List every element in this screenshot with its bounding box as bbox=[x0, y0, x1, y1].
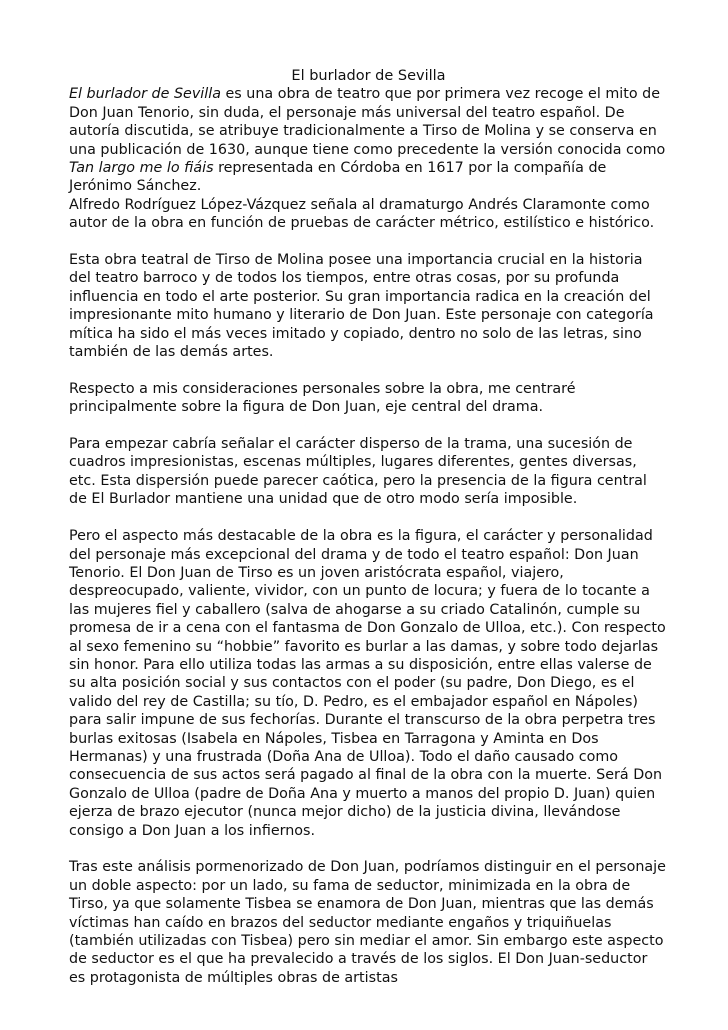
body-paragraph: Respecto a mis consideraciones personales sobre la obra, me centraré principalmente sobre la figura de Don Juan, eje central del drama. bbox=[69, 380, 576, 416]
body-paragraph: Pero el aspecto más destacable de la obra es la figura, el carácter y personalidad del personaje más excepcional del drama y de todo el teatro español: Don Juan Tenorio. El Don Juan de Tirso es un joven aristócrata español, viajero, despreocupado, valiente, vividor, con un punto de locura; y fuera de lo tocante a las mujeres fiel y caballero (salva de ahogarse a su criado Catalinón, cumple su promesa de ir a cena con el fantasma de Don Gonzalo de Ulloa, etc.). Con respecto al sexo femenino su “hobbie” favorito es burlar a las damas, y sobre todo dejarlas sin honor. Para ello utiliza todas las armas a su disposición, entre ellas valerse de su alta posición social y sus contactos con el poder (su padre, Don Diego, es el valido del rey de Castilla; su tío, D. Pedro, es el embajador español en Nápoles) para salir impune de sus fechorías. Durante el transcurso de la obra perpetra tres burlas exitosas (Isabela en Nápoles, Tisbea en Tarragona y Aminta en Dos Hermanas) y una frustrada (Doña Ana de Ulloa). Todo el daño causado como consecuencia de sus actos será pagado al final de la obra con la muerte. Será Don Gonzalo de Ulloa (padre de Doña Ana y muerto a manos del propio D. Juan) quien ejerza de brazo ejecutor (nunca mejor dicho) de la justicia divina, llevándose consigo a Don Juan a los infiernos. bbox=[69, 528, 666, 839]
intro-work-title: El burlador de Sevilla bbox=[69, 86, 221, 103]
intro-paragraph bbox=[69, 85, 668, 195]
body-paragraph: Esta obra teatral de Tirso de Molina posee una importancia crucial en la historia del teatro barroco y de todos los tiempos, entre otras cosas, por su profunda influencia en todo el arte posterior. Su gran importancia radica en la creación del impresionante mito humano y literario de Don Juan. Este personaje con categoría mítica ha sido el más veces imitado y copiado, dentro no solo de las letras, sino también de las demás artes. bbox=[69, 252, 654, 361]
intro-text-2: representada en Córdoba en 1617 por la compañía de Jerónimo Sánchez. bbox=[69, 160, 607, 195]
intro-version-title: Tan largo me lo fiáis bbox=[69, 160, 214, 177]
body-paragraph: Tras este análisis pormenorizado de Don Juan, podríamos distinguir en el personaje un doble aspecto: por un lado, su fama de seductor, minimizada en la obra de Tirso, ya que solamente Tisbea se enamora de Don Juan, mientras que las demás víctimas han caído en brazos del seductor mediante engaños y triquiñuelas (también utilizadas con Tisbea) pero sin mediar el amor. Sin embargo este aspecto de seductor es el que ha prevalecido a través de los siglos. El Don Juan-seductor es protagonista de múltiples obras de artistas bbox=[69, 859, 666, 986]
body-paragraph: Para empezar cabría señalar el carácter disperso de la trama, una sucesión de cuadros impresionistas, escenas múltiples, lugares diferentes, gentes diversas, etc. Esta dispersión puede parecer caótica, pero la presencia de la figura central de El Burlador mantiene una unidad que de otro modo sería imposible. bbox=[69, 436, 647, 508]
intro-text-1: es una obra de teatro que por primera vez recoge el mito de Don Juan Tenorio, sin duda, el personaje más universal del teatro español. De autoría discutida, se atribuye tradicionalmente a Tirso de Molina y se conserva en una publicación de 1630, aunque tiene como precedente la versión conocida como bbox=[69, 86, 666, 158]
attribution-paragraph: Alfredo Rodríguez López-Vázquez señala al dramaturgo Andrés Claramonte como autor de la obra en función de pruebas de carácter métrico, estilístico e histórico. bbox=[69, 196, 655, 232]
document-title: El burlador de Sevilla bbox=[291, 68, 446, 84]
